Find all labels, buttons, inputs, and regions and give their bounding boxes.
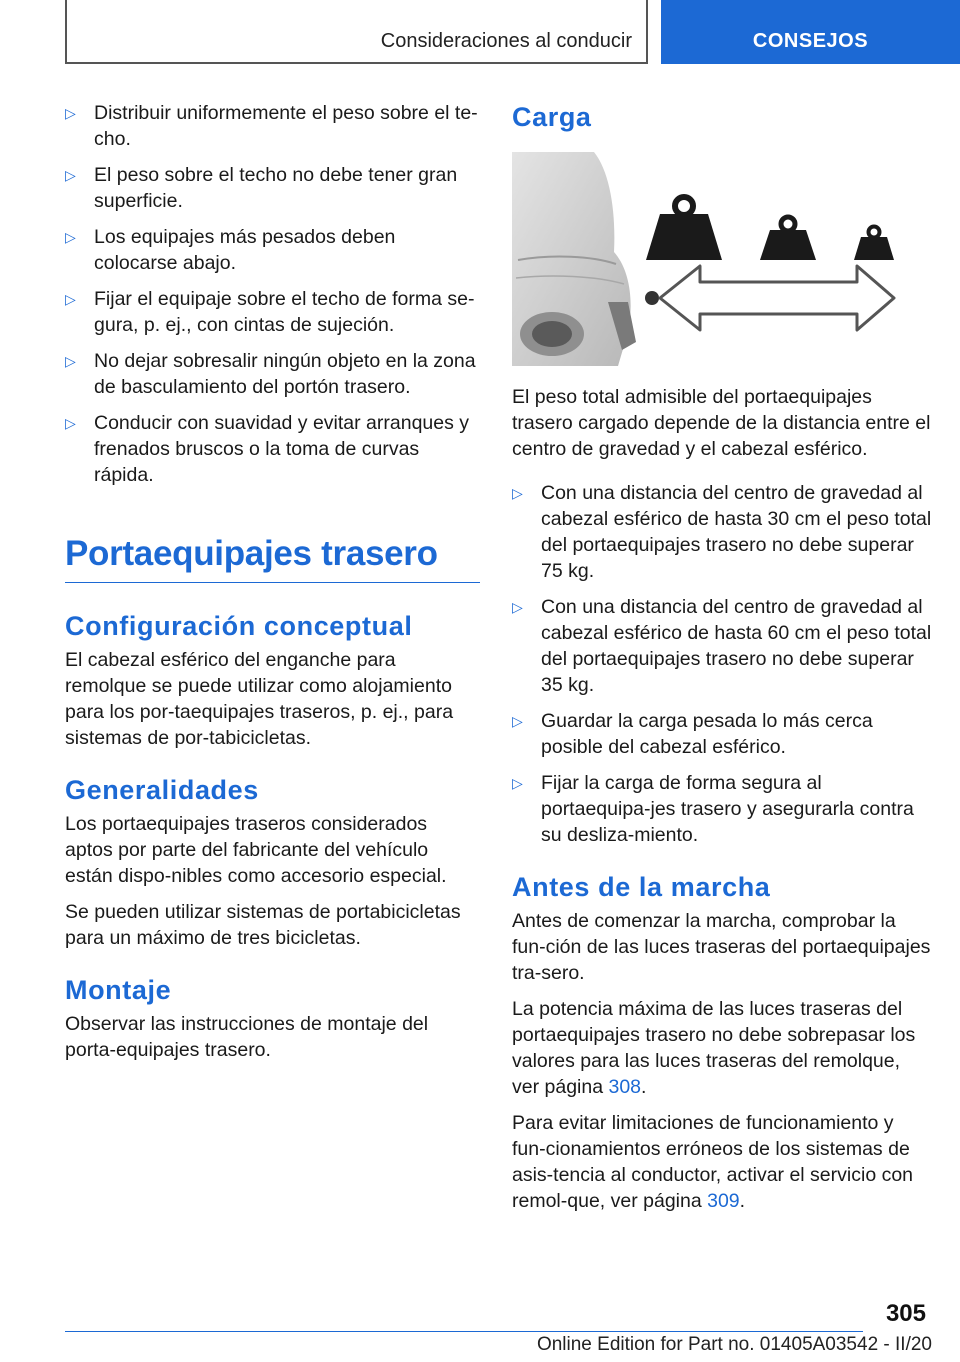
general-heading: Generalidades (65, 775, 259, 805)
list-item: ▷ Con una distancia del centro de gravedad al cabezal esférico de hasta 30 cm el peso total del portaequipajes trasero no debe superar 75 kg. (512, 482, 932, 582)
general-text-2: Se pueden utilizar sistemas de portabicicletas para un máximo de tres bicicletas. (65, 901, 461, 949)
triangle-right-icon: ▷ (512, 599, 523, 615)
triangle-right-icon: ▷ (65, 229, 76, 245)
before-text-1: Antes de comenzar la marcha, comprobar la fun‐ción de las luces traseras del portaequipajes tra‐sero. (512, 910, 931, 984)
page-link-309[interactable]: 309 (707, 1190, 740, 1212)
triangle-right-icon: ▷ (65, 167, 76, 183)
list-item: ▷ El peso sobre el techo no debe tener gran superficie. (65, 164, 458, 212)
list-item: ▷ Los equipajes más pesados deben colocarse abajo. (65, 226, 396, 274)
edition-note: Online Edition for Part no. 01405A03542 - II/20 (536, 1334, 932, 1355)
concept-heading: Configuración conceptual (65, 611, 413, 641)
concept-text: El cabezal esférico del enganche para remolque se puede utilizar como alojamiento para los por‐taequipajes traseros, p. ej., para sistemas de por‐tabicicletas. (65, 649, 454, 749)
mount-text: Observar las instrucciones de montaje del porta‐equipajes trasero. (65, 1013, 429, 1061)
load-heading: Carga (512, 102, 592, 132)
list-item: ▷ Distribuir uniformemente el peso sobre el te‐cho. (65, 102, 478, 150)
before-text-2: La potencia máxima de las luces traseras del portaequipajes trasero no debe sobrepasar los valores para las luces traseras del remolque, ver página 308. (512, 998, 916, 1098)
chapter-tab-label: CONSEJOS (752, 29, 869, 52)
page-number: 305 (885, 1300, 926, 1327)
chapter-tab[interactable] (661, 0, 960, 64)
footer-divider (65, 1331, 863, 1332)
list-item: ▷ No dejar sobresalir ningún objeto en la zona de basculamiento del portón trasero. (65, 350, 476, 398)
triangle-right-icon: ▷ (65, 353, 76, 369)
triangle-right-icon: ▷ (512, 485, 523, 501)
load-text: El peso total admisible del portaequipajes trasero cargado depende de la distancia entre el centro de gravedad y el cabezal esférico. (512, 386, 931, 460)
list-item: ▷ Con una distancia del centro de gravedad al cabezal esférico de hasta 60 cm el peso total del portaequipajes trasero no debe superar 35 kg. (512, 596, 932, 696)
roof-load-list (65, 100, 480, 488)
section-title: Consideraciones al conducir (380, 30, 632, 52)
before-driving-heading: Antes de la marcha (512, 872, 771, 902)
load-distance-illustration (512, 152, 926, 366)
chapter-heading: Portaequipajes trasero (65, 532, 480, 583)
triangle-right-icon: ▷ (512, 713, 523, 729)
before-text-3: Para evitar limitaciones de funcionamiento y fun‐cionamientos erróneos de los sistemas de asis‐tencia al conductor, activar el servicio con remol‐que, ver página 309. (512, 1112, 914, 1212)
list-item: ▷ Conducir con suavidad y evitar arranques y frenados bruscos o la toma de curvas rápida. (65, 412, 470, 486)
load-limits-list (512, 480, 932, 848)
list-item: ▷ Fijar la carga de forma segura al portaequipa‐jes trasero y asegurarla contra su desliza‐miento. (512, 772, 914, 846)
general-text-1: Los portaequipajes traseros considerados aptos por parte del fabricante del vehículo están dispo‐nibles como accesorio especial. (65, 813, 447, 887)
triangle-right-icon: ▷ (512, 775, 523, 791)
mount-heading: Montaje (65, 975, 172, 1005)
triangle-right-icon: ▷ (65, 415, 76, 431)
right-column (512, 100, 932, 1224)
triangle-right-icon: ▷ (65, 105, 76, 121)
triangle-right-icon: ▷ (65, 291, 76, 307)
left-column (65, 100, 480, 1073)
page-link-308[interactable]: 308 (608, 1076, 642, 1098)
header-frame (65, 0, 648, 64)
list-item: ▷ Fijar el equipaje sobre el techo de forma se‐gura, p. ej., con cintas de sujeción. (65, 288, 475, 336)
list-item: ▷ Guardar la carga pesada lo más cerca posible del cabezal esférico. (512, 710, 873, 758)
